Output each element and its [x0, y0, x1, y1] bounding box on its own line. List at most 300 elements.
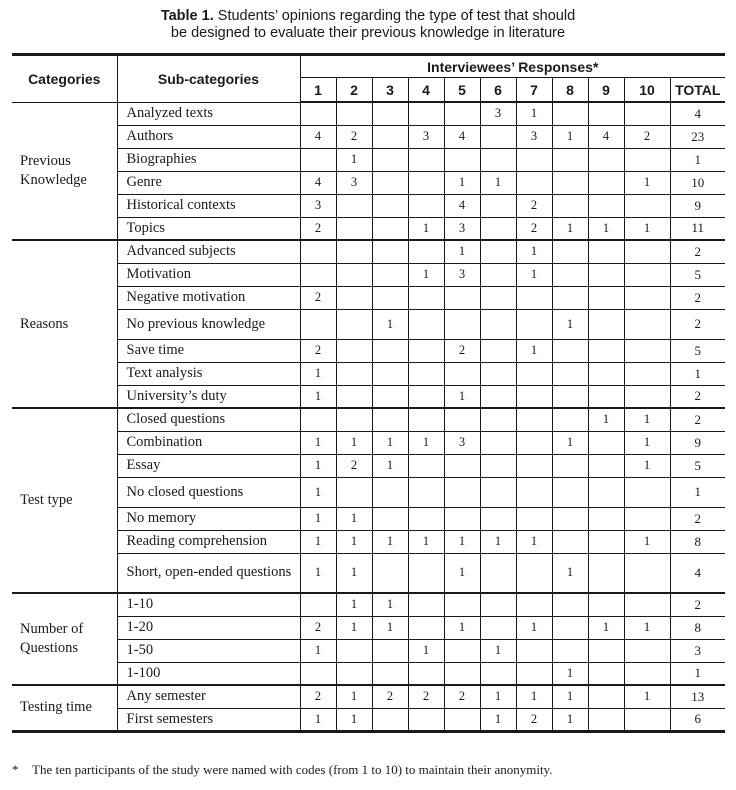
response-cell: [336, 194, 372, 217]
response-cell: [408, 102, 444, 125]
subcategory-cell: Genre: [117, 171, 300, 194]
response-cell: 3: [444, 263, 480, 286]
response-cell: [552, 530, 588, 553]
response-cell: 1: [552, 431, 588, 454]
response-cell: 1: [516, 530, 552, 553]
response-cell: [372, 708, 408, 731]
table-row: [12, 240, 725, 263]
response-cell: [624, 385, 670, 408]
response-cell: 3: [336, 171, 372, 194]
response-cell: [444, 507, 480, 530]
response-cell: [588, 639, 624, 662]
subcategory-cell: Essay: [117, 454, 300, 477]
response-cell: [588, 708, 624, 731]
response-cell: [444, 286, 480, 309]
table-row: [12, 362, 725, 385]
response-cell: [624, 339, 670, 362]
response-cell: [408, 708, 444, 731]
header-col-9: 9: [588, 78, 624, 103]
response-cell: [480, 593, 516, 616]
response-cell: 1: [408, 639, 444, 662]
response-cell: 2: [444, 685, 480, 708]
response-cell: [588, 339, 624, 362]
response-cell: [516, 639, 552, 662]
response-cell: 1: [624, 616, 670, 639]
total-cell: 8: [670, 530, 725, 553]
response-cell: [588, 362, 624, 385]
table-row: [12, 507, 725, 530]
footnote-mark: *: [12, 762, 19, 777]
response-cell: 1: [588, 217, 624, 240]
response-cell: [480, 125, 516, 148]
response-cell: [372, 553, 408, 593]
response-cell: [480, 408, 516, 431]
response-cell: [588, 102, 624, 125]
response-cell: [372, 171, 408, 194]
response-cell: 1: [552, 685, 588, 708]
subcategory-cell: Closed questions: [117, 408, 300, 431]
total-cell: 1: [670, 148, 725, 171]
response-cell: [372, 662, 408, 685]
response-cell: 1: [336, 431, 372, 454]
response-cell: [300, 408, 336, 431]
response-cell: 1: [408, 530, 444, 553]
response-cell: [516, 662, 552, 685]
table-row: [12, 148, 725, 171]
table-body: [12, 102, 725, 731]
response-cell: 1: [516, 263, 552, 286]
response-cell: [588, 530, 624, 553]
category-cell: Previous Knowledge: [12, 102, 117, 240]
response-cell: 3: [300, 194, 336, 217]
table-row: [12, 171, 725, 194]
response-cell: [588, 148, 624, 171]
total-cell: 2: [670, 593, 725, 616]
table-row: [12, 454, 725, 477]
response-cell: 1: [300, 708, 336, 731]
response-cell: [444, 362, 480, 385]
response-cell: 2: [516, 708, 552, 731]
response-cell: 1: [444, 385, 480, 408]
response-cell: 1: [516, 616, 552, 639]
table-row: [12, 431, 725, 454]
response-cell: 3: [516, 125, 552, 148]
total-cell: 9: [670, 431, 725, 454]
response-cell: [552, 593, 588, 616]
subcategory-cell: Biographies: [117, 148, 300, 171]
response-cell: 2: [372, 685, 408, 708]
response-cell: [480, 507, 516, 530]
response-cell: [516, 408, 552, 431]
table-row: [12, 685, 725, 708]
response-cell: [372, 194, 408, 217]
response-cell: [408, 553, 444, 593]
response-cell: [624, 148, 670, 171]
footnote-text: The ten participants of the study were named with codes (from 1 to 10) to maintain their anonymity.: [32, 762, 553, 777]
caption-line-1: [0, 8, 736, 25]
response-cell: [480, 263, 516, 286]
response-cell: [588, 593, 624, 616]
table-row: [12, 408, 725, 431]
response-cell: [372, 217, 408, 240]
response-cell: [408, 194, 444, 217]
response-cell: [624, 477, 670, 507]
subcategory-cell: Topics: [117, 217, 300, 240]
response-cell: 1: [372, 431, 408, 454]
table-row: [12, 662, 725, 685]
response-cell: [372, 408, 408, 431]
response-cell: [480, 454, 516, 477]
response-cell: [336, 339, 372, 362]
response-cell: 1: [588, 616, 624, 639]
response-cell: 1: [372, 309, 408, 339]
subcategory-cell: Save time: [117, 339, 300, 362]
response-cell: [336, 240, 372, 263]
response-cell: 1: [300, 507, 336, 530]
response-cell: 1: [300, 553, 336, 593]
response-cell: 1: [444, 240, 480, 263]
response-cell: 2: [300, 616, 336, 639]
response-cell: [552, 286, 588, 309]
response-cell: 1: [372, 593, 408, 616]
response-cell: 1: [516, 685, 552, 708]
response-cell: [624, 553, 670, 593]
response-cell: [624, 309, 670, 339]
subcategory-cell: Reading comprehension: [117, 530, 300, 553]
response-cell: 2: [516, 194, 552, 217]
response-cell: 1: [300, 362, 336, 385]
table-row: [12, 102, 725, 125]
response-cell: 1: [516, 240, 552, 263]
response-cell: 1: [480, 639, 516, 662]
response-cell: [552, 616, 588, 639]
response-cell: 1: [552, 708, 588, 731]
table-row: [12, 385, 725, 408]
header-categories: Categories: [12, 55, 117, 103]
response-cell: [624, 708, 670, 731]
response-cell: [516, 454, 552, 477]
subcategory-cell: No closed questions: [117, 477, 300, 507]
response-cell: 1: [336, 593, 372, 616]
table-row: [12, 553, 725, 593]
subcategory-cell: No previous knowledge: [117, 309, 300, 339]
response-cell: 1: [408, 431, 444, 454]
response-cell: [300, 309, 336, 339]
response-cell: 1: [624, 171, 670, 194]
subcategory-cell: 1-100: [117, 662, 300, 685]
response-cell: [408, 362, 444, 385]
response-cell: 1: [336, 708, 372, 731]
total-cell: 2: [670, 240, 725, 263]
response-cell: [588, 171, 624, 194]
response-cell: [444, 454, 480, 477]
response-cell: 1: [300, 454, 336, 477]
response-cell: [480, 194, 516, 217]
response-cell: [372, 240, 408, 263]
response-cell: 2: [300, 286, 336, 309]
table-row: [12, 339, 725, 362]
response-cell: 1: [444, 530, 480, 553]
response-cell: [480, 362, 516, 385]
response-cell: [480, 662, 516, 685]
response-cell: [408, 309, 444, 339]
subcategory-cell: Analyzed texts: [117, 102, 300, 125]
response-cell: [408, 286, 444, 309]
response-cell: [372, 263, 408, 286]
response-cell: 1: [336, 685, 372, 708]
header-col-7: 7: [516, 78, 552, 103]
table-row: [12, 125, 725, 148]
response-cell: 1: [480, 685, 516, 708]
response-cell: 1: [336, 616, 372, 639]
response-cell: 4: [300, 171, 336, 194]
response-cell: 1: [588, 408, 624, 431]
response-cell: 2: [624, 125, 670, 148]
response-cell: [408, 616, 444, 639]
total-cell: 2: [670, 408, 725, 431]
response-cell: [300, 148, 336, 171]
response-cell: 1: [624, 685, 670, 708]
response-cell: [336, 662, 372, 685]
response-cell: [516, 593, 552, 616]
total-cell: 8: [670, 616, 725, 639]
subcategory-cell: Short, open-ended questions: [117, 553, 300, 593]
response-cell: [624, 240, 670, 263]
subcategory-cell: Historical contexts: [117, 194, 300, 217]
response-cell: [372, 477, 408, 507]
subcategory-cell: Authors: [117, 125, 300, 148]
header-col-1: 1: [300, 78, 336, 103]
response-cell: [588, 194, 624, 217]
response-cell: 4: [444, 125, 480, 148]
response-cell: 1: [300, 431, 336, 454]
response-cell: [552, 148, 588, 171]
response-cell: [372, 639, 408, 662]
response-cell: [408, 507, 444, 530]
response-cell: [300, 102, 336, 125]
response-cell: [552, 339, 588, 362]
footnote: [12, 762, 552, 778]
subcategory-cell: Negative motivation: [117, 286, 300, 309]
response-cell: 1: [408, 263, 444, 286]
header-col-3: 3: [372, 78, 408, 103]
total-cell: 5: [670, 263, 725, 286]
response-cell: [480, 385, 516, 408]
total-cell: 1: [670, 362, 725, 385]
response-cell: 1: [300, 530, 336, 553]
total-cell: 23: [670, 125, 725, 148]
response-cell: [336, 286, 372, 309]
response-cell: [552, 454, 588, 477]
response-cell: 1: [480, 171, 516, 194]
response-cell: 1: [624, 431, 670, 454]
response-cell: 1: [480, 708, 516, 731]
response-cell: 1: [480, 530, 516, 553]
response-cell: [516, 362, 552, 385]
response-cell: [480, 477, 516, 507]
response-cell: 1: [336, 148, 372, 171]
total-cell: 2: [670, 309, 725, 339]
response-cell: [588, 263, 624, 286]
total-cell: 5: [670, 454, 725, 477]
response-cell: [516, 477, 552, 507]
response-cell: [588, 286, 624, 309]
response-cell: [408, 593, 444, 616]
header-col-5: 5: [444, 78, 480, 103]
response-cell: [588, 662, 624, 685]
response-cell: [480, 309, 516, 339]
response-cell: [444, 639, 480, 662]
response-cell: 1: [336, 507, 372, 530]
response-cell: [624, 662, 670, 685]
response-cell: [336, 385, 372, 408]
response-cell: [588, 309, 624, 339]
response-cell: [516, 148, 552, 171]
subcategory-cell: Motivation: [117, 263, 300, 286]
response-cell: [480, 616, 516, 639]
total-cell: 2: [670, 385, 725, 408]
response-cell: [516, 286, 552, 309]
response-cell: 4: [588, 125, 624, 148]
response-cell: [516, 431, 552, 454]
subcategory-cell: 1-20: [117, 616, 300, 639]
response-cell: [336, 639, 372, 662]
table-row: [12, 309, 725, 339]
response-cell: [552, 408, 588, 431]
response-cell: [372, 362, 408, 385]
response-cell: [552, 385, 588, 408]
caption-label: Table 1.: [160, 8, 214, 24]
total-cell: 6: [670, 708, 725, 731]
response-cell: [516, 309, 552, 339]
response-cell: [480, 553, 516, 593]
header-subcategories: Sub-categories: [117, 55, 300, 103]
response-cell: 1: [624, 454, 670, 477]
total-cell: 11: [670, 217, 725, 240]
response-cell: 1: [372, 454, 408, 477]
response-cell: [408, 148, 444, 171]
response-cell: [480, 148, 516, 171]
subcategory-cell: 1-10: [117, 593, 300, 616]
response-cell: [588, 454, 624, 477]
total-cell: 1: [670, 662, 725, 685]
header-responses: Interviewees’ Responses*: [300, 55, 725, 78]
response-cell: [336, 263, 372, 286]
response-cell: [552, 102, 588, 125]
response-cell: [444, 708, 480, 731]
total-cell: 4: [670, 102, 725, 125]
response-cell: [372, 148, 408, 171]
response-cell: 1: [552, 662, 588, 685]
response-cell: [408, 339, 444, 362]
table-row: [12, 286, 725, 309]
response-cell: 1: [444, 553, 480, 593]
response-cell: 1: [300, 639, 336, 662]
response-cell: [408, 477, 444, 507]
subcategory-cell: Combination: [117, 431, 300, 454]
response-cell: [408, 385, 444, 408]
response-cell: [624, 593, 670, 616]
response-cell: [516, 171, 552, 194]
response-cell: [372, 125, 408, 148]
response-cell: 1: [336, 530, 372, 553]
response-cell: 1: [516, 339, 552, 362]
response-cell: [336, 102, 372, 125]
response-cell: 1: [552, 125, 588, 148]
response-cell: [588, 240, 624, 263]
response-cell: [408, 240, 444, 263]
subcategory-cell: Text analysis: [117, 362, 300, 385]
response-cell: 1: [372, 616, 408, 639]
response-cell: [552, 507, 588, 530]
response-cell: 3: [408, 125, 444, 148]
total-cell: 2: [670, 507, 725, 530]
response-cell: [408, 454, 444, 477]
response-cell: [588, 477, 624, 507]
total-cell: 3: [670, 639, 725, 662]
total-cell: 4: [670, 553, 725, 593]
response-cell: 1: [624, 408, 670, 431]
response-cell: 2: [408, 685, 444, 708]
subcategory-cell: First semesters: [117, 708, 300, 731]
response-cell: [372, 102, 408, 125]
response-cell: [552, 639, 588, 662]
header-col-total: TOTAL: [670, 78, 725, 103]
response-cell: [336, 408, 372, 431]
table-row: [12, 593, 725, 616]
response-cell: [624, 263, 670, 286]
response-cell: [444, 309, 480, 339]
response-cell: 2: [336, 454, 372, 477]
response-cell: [624, 102, 670, 125]
caption-line-2: be designed to evaluate their previous knowledge in literature: [170, 25, 566, 41]
response-cell: [336, 217, 372, 240]
response-cell: [444, 662, 480, 685]
subcategory-cell: No memory: [117, 507, 300, 530]
response-cell: 3: [480, 102, 516, 125]
response-cell: [516, 385, 552, 408]
response-cell: 1: [408, 217, 444, 240]
total-cell: 1: [670, 477, 725, 507]
header-col-2: 2: [336, 78, 372, 103]
response-cell: [372, 286, 408, 309]
response-cell: [624, 194, 670, 217]
category-cell: Testing time: [12, 685, 117, 731]
response-cell: [624, 639, 670, 662]
response-cell: 1: [300, 385, 336, 408]
response-cell: [516, 553, 552, 593]
category-cell: Reasons: [12, 240, 117, 408]
response-cell: [408, 662, 444, 685]
response-cell: [480, 240, 516, 263]
subcategory-cell: University’s duty: [117, 385, 300, 408]
response-cell: 1: [552, 217, 588, 240]
response-cell: [408, 171, 444, 194]
response-cell: 2: [336, 125, 372, 148]
response-cell: [624, 507, 670, 530]
response-cell: [624, 362, 670, 385]
category-cell: Test type: [12, 408, 117, 593]
total-cell: 5: [670, 339, 725, 362]
header-col-10: 10: [624, 78, 670, 103]
table-row: [12, 639, 725, 662]
response-cell: [624, 286, 670, 309]
response-cell: 2: [516, 217, 552, 240]
response-cell: [588, 431, 624, 454]
response-cell: [300, 662, 336, 685]
response-cell: [480, 339, 516, 362]
total-cell: 2: [670, 286, 725, 309]
